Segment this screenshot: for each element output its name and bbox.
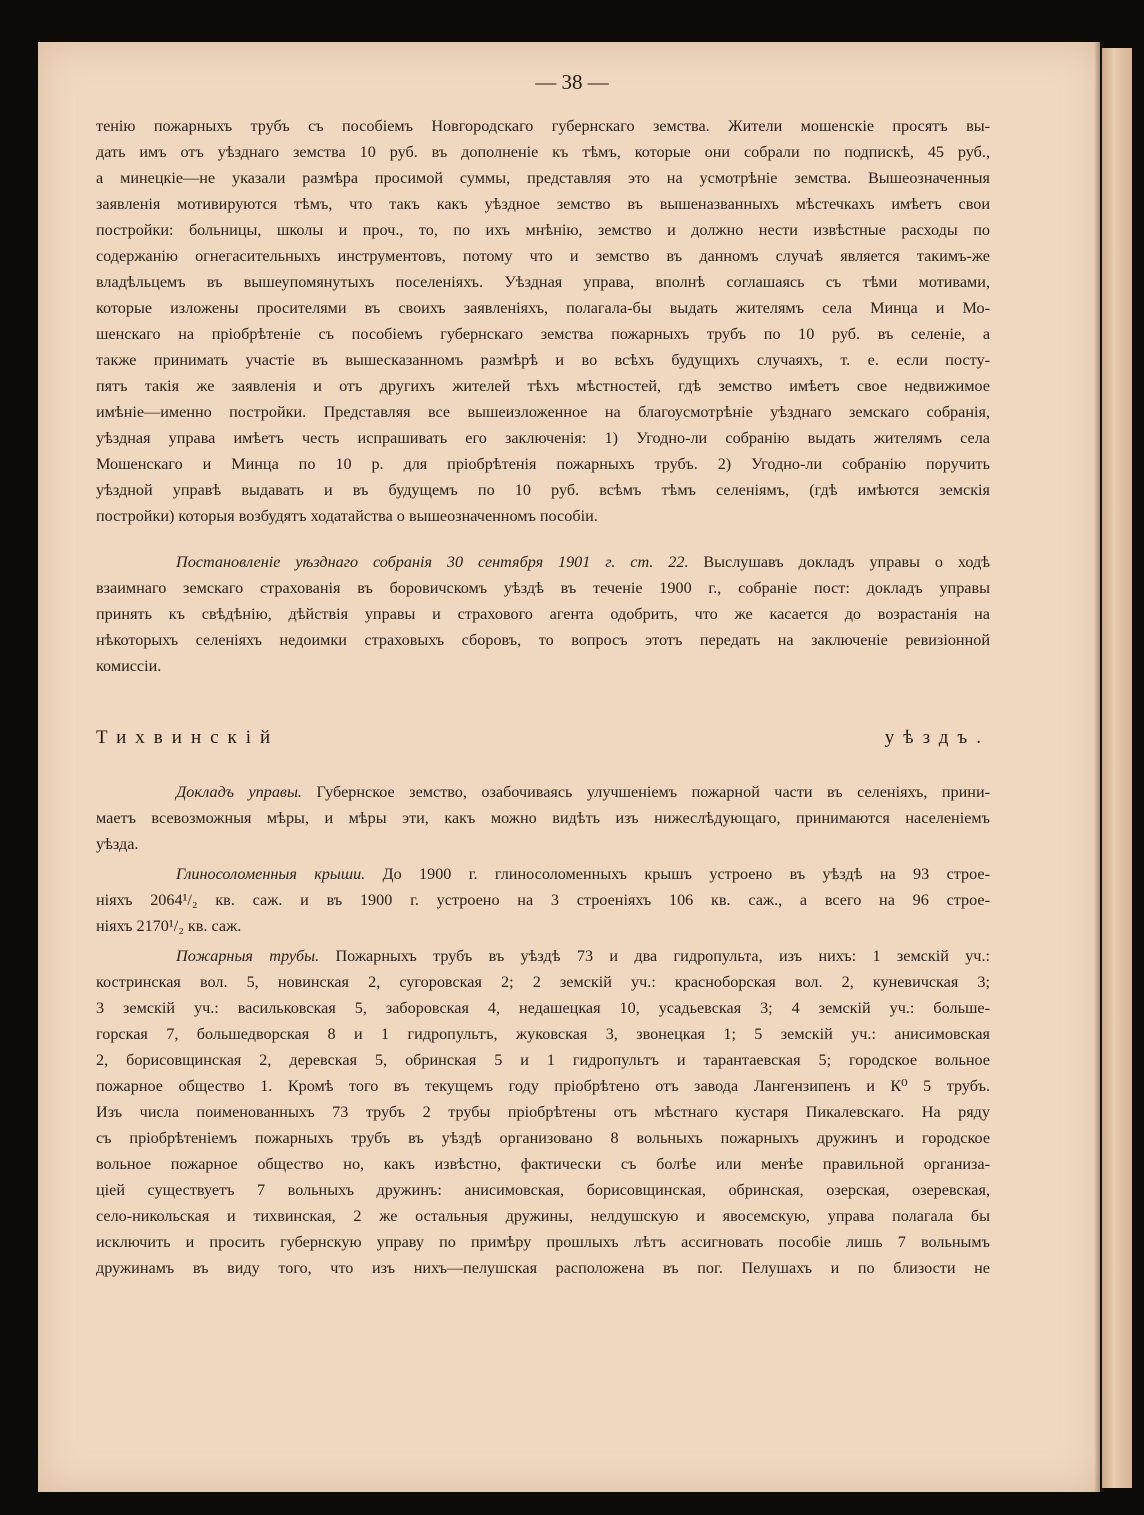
text-line: [96, 943, 990, 969]
text-line: ніяхъ 2064¹/₂ кв. саж. и въ 1900 г. устроено на 3 строеніяхъ 106 кв. саж., а всего на 96 строе-: [96, 891, 990, 909]
page-number: — 38 —: [535, 70, 609, 94]
text-line: горская 7, большедворская 8 и 1 гидропультъ, жуковская 3, звонецкая 1; 5 земскій уч.: анисимовская: [96, 1025, 990, 1043]
paragraph-lead: Пожарныя трубы.: [176, 947, 320, 965]
text-run: До 1900 г. глиносоломенныхъ крышъ устроено въ уѣздѣ на 93 строе-: [365, 865, 990, 883]
text-line: взаимнаго земскаго страхованія въ боровичскомъ уѣздѣ въ теченіе 1900 г., собраніе пост: докладъ управы: [96, 579, 990, 597]
text-line: которые изложены просителями въ своихъ заявленіяхъ, полагала-бы выдать жителямъ села Минца и Мо-: [96, 299, 990, 317]
text-line: дружинамъ въ виду того, что изъ нихъ—пелушская расположена въ пог. Пелушахъ и по близости не: [96, 1259, 990, 1277]
text-line: исключить и просить губернскую управу по примѣру прошлыхъ лѣтъ ассигновать пособіе лишь 7 вольнымъ: [96, 1233, 990, 1251]
paragraph-lead: Глиносоломенныя крыши.: [176, 865, 366, 883]
section-title: Тихвинскій уѣздъ.: [96, 727, 990, 748]
text-run: Пожарныхъ трубъ въ уѣздѣ 73 и два гидропульта, изъ нихъ: 1 земскій уч.:: [319, 947, 990, 965]
text-line: комиссіи.: [96, 657, 162, 675]
text-line: а минецкіе—не указали размѣра просимой суммы, представляя это на усмотрѣніе земства. Вышеозначенныя: [96, 169, 990, 187]
text-line: пожарное общество 1. Кромѣ того въ текущемъ году пріобрѣтено отъ завода Лангензипенъ и К⁰ 5 трубъ.: [96, 1077, 990, 1095]
text-line: принять къ свѣдѣнію, дѣйствія управы и страхового агента одобрить, что же касается до возрастанія на: [96, 605, 990, 623]
text-line: костринская вол. 5, новинская 2, сугоровская 2; 2 земскій уч.: краснoборская вол. 2, куневичская 3;: [96, 973, 990, 991]
paragraph-lead: Докладъ управы.: [176, 783, 302, 801]
text-line: тенію пожарныхъ трубъ съ пособіемъ Новгородскаго губернскаго земства. Жители мошенскіе просятъ вы-: [96, 117, 990, 135]
text-line: [96, 779, 990, 805]
text-line: Мошенскаго и Минца по 10 р. для пріобрѣтенія пожарныхъ трубъ. 2) Угодно-ли собранію поручить: [96, 455, 990, 473]
paragraph-2: [96, 549, 990, 679]
text-line: уѣзда.: [96, 835, 139, 853]
text-line: маетъ всевозможныя мѣры, и мѣры эти, какъ можно видѣть изъ нижеслѣдующаго, принимаются населеніемъ: [96, 809, 990, 827]
text-line: 2, борисовщинская 2, деревская 5, обринская 5 и 1 гидропультъ и тарантаевская 5; городское вольное: [96, 1051, 990, 1069]
text-line: постройки: больницы, школы и проч., то, по ихъ мнѣнію, земство и должно нести извѣстные расходы по: [96, 221, 990, 239]
text-line: [96, 861, 990, 887]
text-line: село-никольская и тихвинская, 2 же остальныя дружины, нелдушскую и явосемскую, управа полагала бы: [96, 1207, 990, 1225]
text-line: Изъ числа поименованныхъ 73 трубъ 2 трубы пріобрѣтены отъ мѣстнаго кустаря Пикалевскаго. На ряду: [96, 1103, 990, 1121]
next-page-edge: [1102, 48, 1132, 1488]
paragraph-1: [96, 113, 990, 529]
text-line: пятъ такія же заявленія и отъ другихъ жителей тѣхъ мѣстностей, гдѣ земство имѣетъ свое недвижимое: [96, 377, 990, 395]
text-line: дать имъ отъ уѣзднаго земства 10 руб. въ дополненіе къ тѣмъ, которые они собрали по подпискѣ, 45 руб.,: [96, 143, 990, 161]
page-text: [96, 113, 990, 1281]
text-line: уѣздная управа имѣетъ честь испрашивать его заключенія: 1) Угодно-ли собранію выдать жителямъ села: [96, 429, 990, 447]
text-line: шенскаго на пріобрѣтеніе съ пособіемъ губернскаго земства пожарныхъ трубъ по 10 руб. въ селеніе, а: [96, 325, 990, 343]
text-line: ціей существуетъ 7 вольныхъ дружинъ: анисимовская, борисовщинская, обринская, озерская, озеревская,: [96, 1181, 990, 1199]
text-line: нѣкоторыхъ селеніяхъ недоимки страховыхъ сборовъ, то вопросъ этотъ передать на заключеніе ревизіонной: [96, 631, 990, 649]
text-line: постройки) которыя возбудятъ ходатайства о вышеозначенномъ пособіи.: [96, 507, 598, 525]
text-line: ніяхъ 2170¹/₂ кв. саж.: [96, 917, 242, 935]
text-line: заявленія мотивируются тѣмъ, что такъ какъ уѣздное земство въ вышеназванныхъ мѣстечкахъ имѣетъ свои: [96, 195, 990, 213]
text-line: 3 земскій уч.: васильковская 5, заборовская 4, недашецкая 10, усадьевская 3; 4 земскій уч.: больше-: [96, 999, 990, 1017]
text-line: вольное пожарное общество но, какъ извѣстно, фактически съ болѣе или менѣе правильной организа-: [96, 1155, 990, 1173]
text-line: имѣніе—именно постройки. Представляя все вышеизложенное на благоусмотрѣніе уѣзднаго земскаго собранія,: [96, 403, 990, 421]
text-line: содержанію огнегасительныхъ инструментовъ, потому что и земство въ данномъ случаѣ является такимъ-же: [96, 247, 990, 265]
text-line: владѣльцемъ въ вышеупомянутыхъ поселеніяхъ. Уѣздная управа, вполнѣ соглашаясь съ тѣми мотивами,: [96, 273, 990, 291]
paragraph-lead: Постановленіе уѣзднаго собранія 30 сентября 1901 г. ст. 22.: [176, 553, 689, 571]
text-run: Губернское земство, озабочиваясь улучшеніемъ пожарной части въ селеніяхъ, прини-: [301, 783, 990, 801]
paragraph-3: [96, 779, 990, 857]
text-line: также принимать участіе въ вышесказанномъ размѣрѣ и во всѣхъ будущихъ случаяхъ, т. е. если посту-: [96, 351, 990, 369]
text-line: съ пріобрѣтеніемъ пожарныхъ трубъ въ уѣздѣ организовано 8 вольныхъ пожарныхъ дружинъ и городское: [96, 1129, 990, 1147]
paragraph-4: [96, 861, 990, 939]
text-line: [96, 549, 990, 575]
text-run: Выслушавъ докладъ управы о ходѣ: [688, 553, 990, 571]
paragraph-5: [96, 943, 990, 1281]
text-line: уѣздной управѣ выдавать и въ будущемъ по 10 руб. всѣмъ тѣмъ селеніямъ, (гдѣ имѣются земскія: [96, 481, 990, 499]
